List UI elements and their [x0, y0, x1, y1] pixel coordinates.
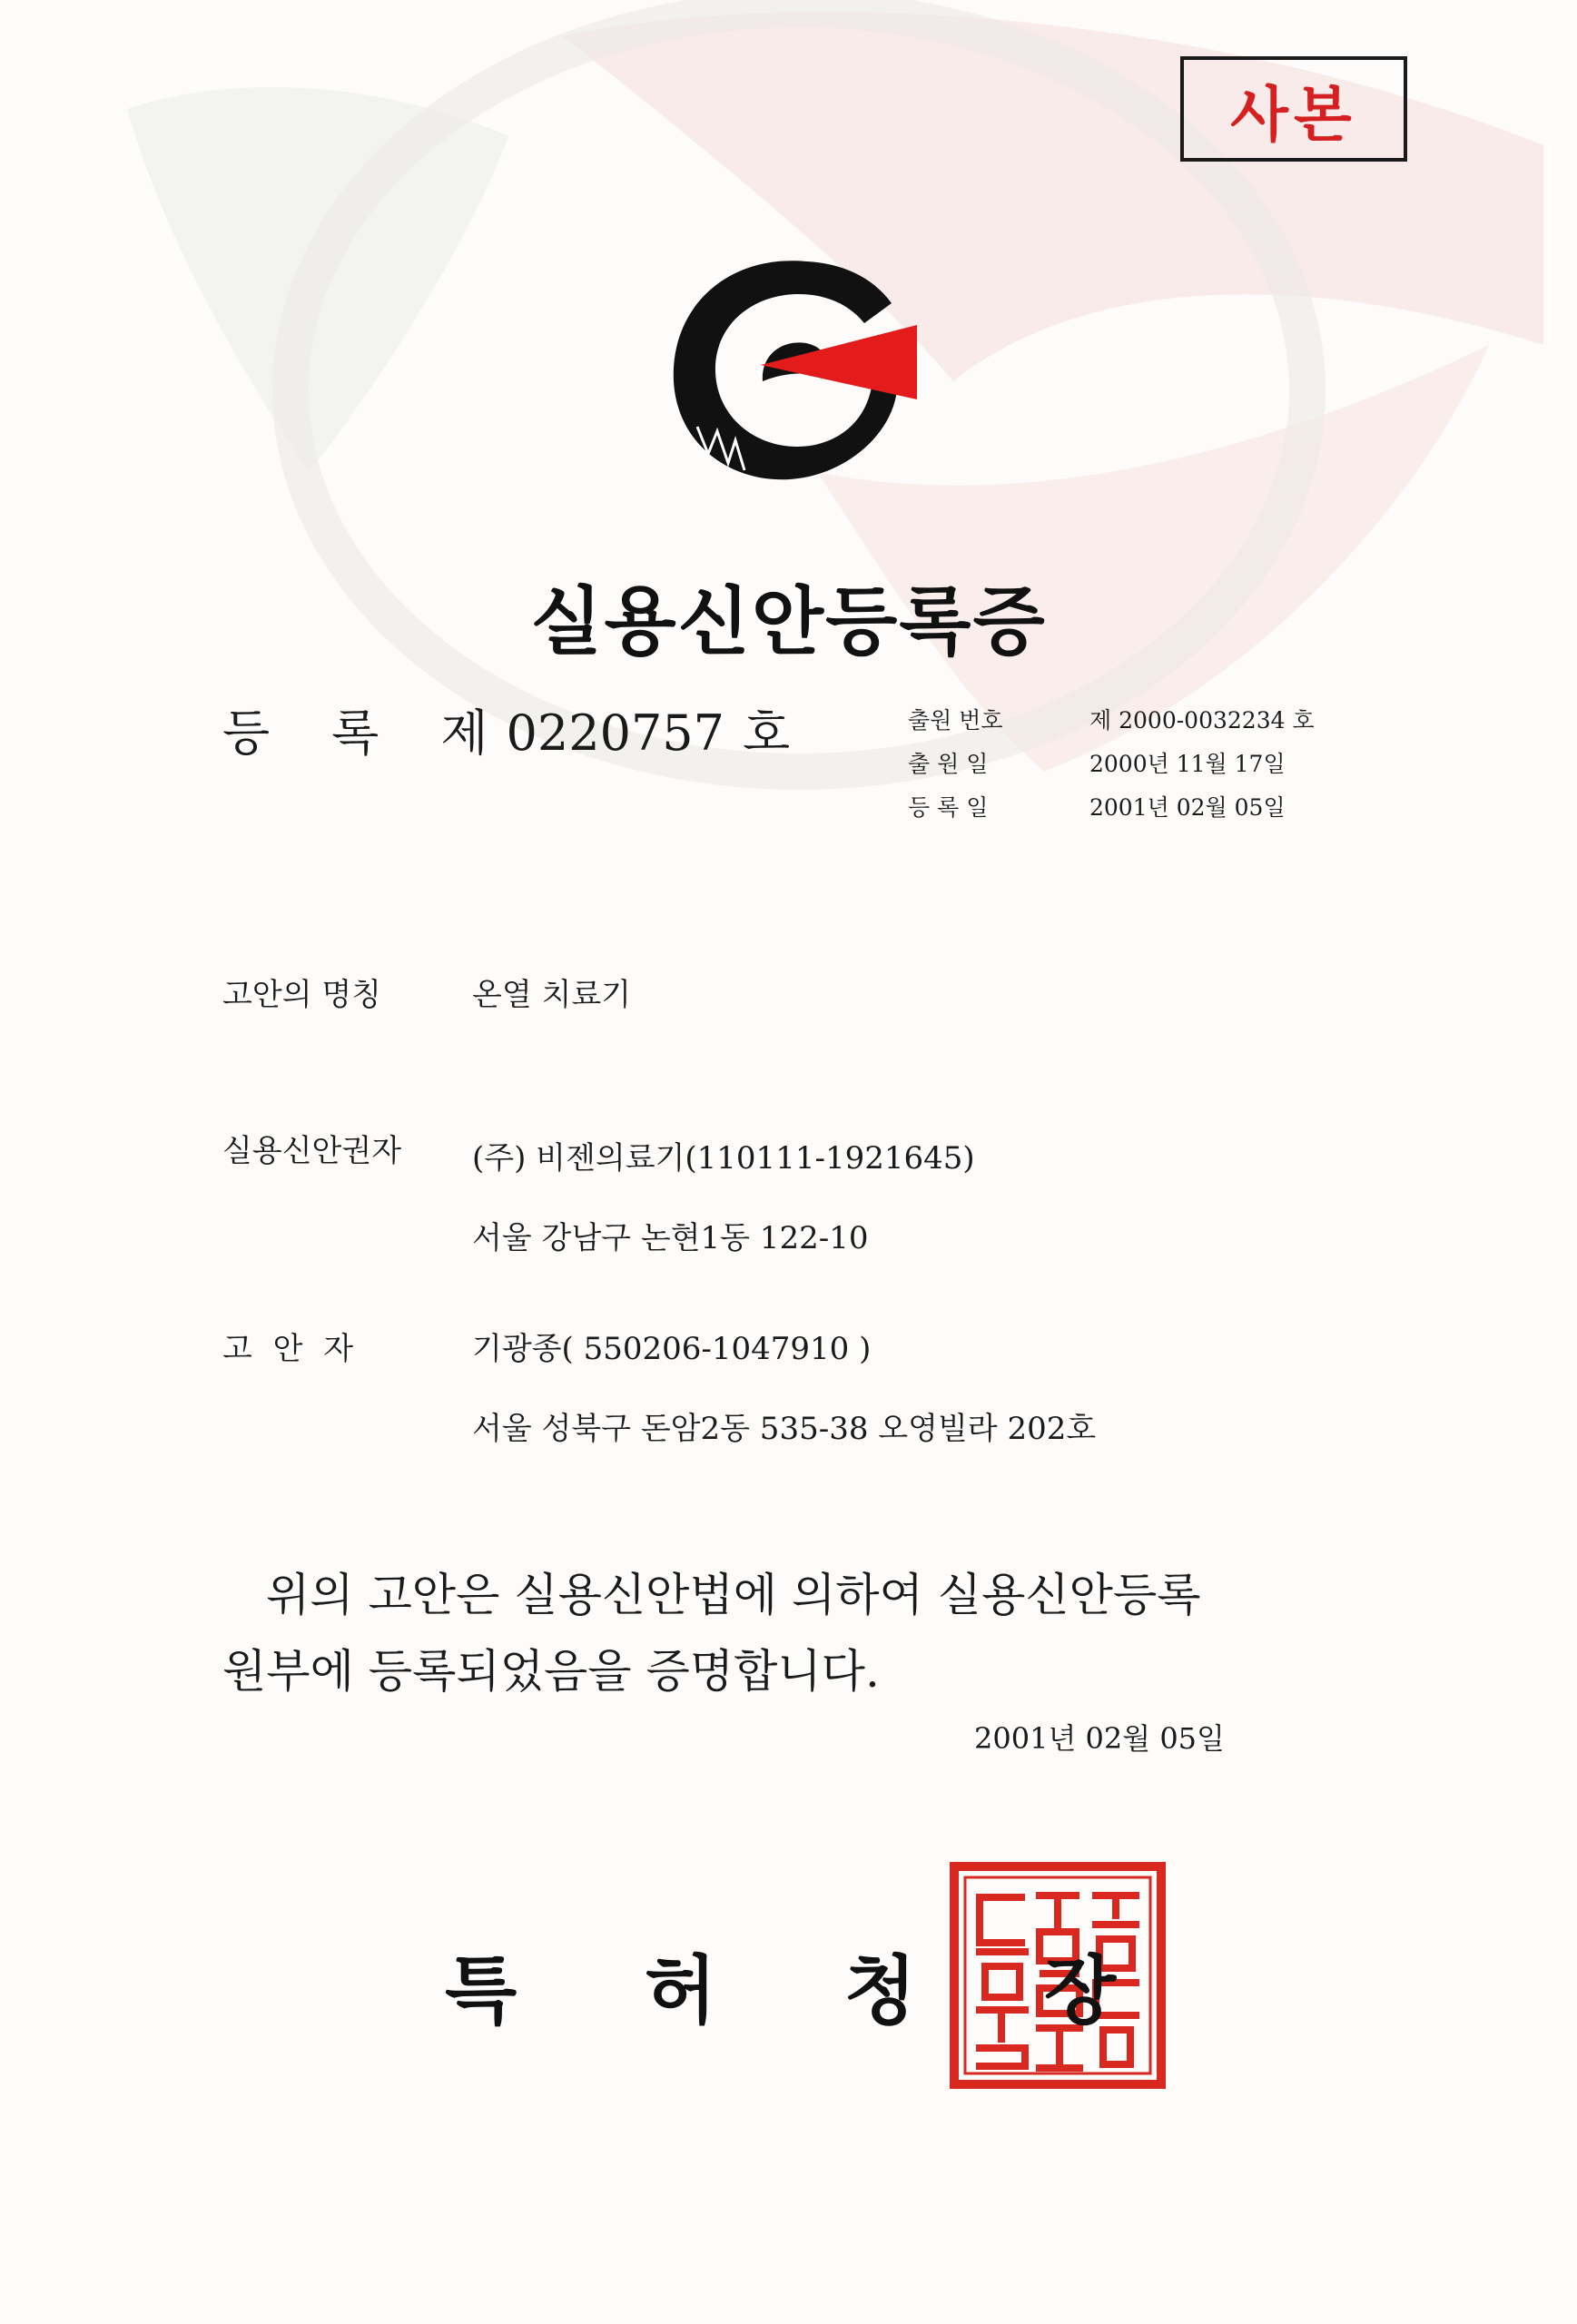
certificate-title: 실용신안등록증: [530, 579, 1047, 665]
statement-text: 위의 고안은 실용신안법에 의하여 실용신안등록: [266, 1569, 1201, 1621]
meta-value: 2001년 02월 05일: [1089, 794, 1286, 821]
issuer-char: 장: [1044, 1948, 1117, 2034]
kipo-emblem-icon: [654, 245, 926, 490]
inventor-name: 기광종( 550206-1047910 ): [472, 1331, 872, 1367]
inventor-address: 서울 성북구 돈암2동 535-38 오영빌라 202호: [472, 1411, 1097, 1447]
issuer-char: 허: [645, 1948, 717, 2034]
meta-value: 제 2000-0032234 호: [1089, 707, 1315, 734]
registration-prefix: 제: [440, 704, 488, 762]
inventor-label: 고 안 자: [222, 1331, 360, 1367]
meta-label: 출원 번호: [908, 707, 1003, 734]
copy-stamp: 사본: [1180, 56, 1407, 162]
issue-date: 2001년 02월 05일: [974, 1721, 1225, 1756]
registration-suffix: 호: [743, 704, 791, 762]
certification-statement: [222, 1557, 1357, 1709]
device-name-label: 고안의 명칭: [222, 977, 382, 1013]
issuer-title: [445, 1932, 1244, 2038]
issuer-char: 청: [844, 1948, 917, 2034]
right-holder-name: (주) 비젠의료기(110111-1921645): [472, 1140, 975, 1177]
meta-row: [908, 741, 1315, 784]
registration-prefix: 록: [331, 704, 379, 762]
meta-label: 출 원 일: [908, 751, 989, 777]
right-holder-label: 실용신안권자: [222, 1133, 402, 1169]
meta-value: 2000년 11월 17일: [1089, 751, 1286, 777]
device-name-value: 온열 치료기: [472, 977, 632, 1013]
statement-line: 원부에 등록되었음을 증명합니다.: [222, 1645, 880, 1698]
right-holder-address: 서울 강남구 논현1동 122-10: [472, 1220, 869, 1256]
registration-number-value: 0220757: [506, 704, 725, 762]
meta-row: [908, 697, 1315, 741]
issuer-char: 특: [445, 1948, 517, 2034]
registration-prefix: 등: [222, 704, 271, 762]
registration-number: [222, 694, 790, 764]
meta-label: 등 록 일: [908, 794, 989, 821]
statement-line: [222, 1557, 1357, 1633]
meta-row: [908, 784, 1315, 828]
application-meta: [908, 697, 1315, 828]
